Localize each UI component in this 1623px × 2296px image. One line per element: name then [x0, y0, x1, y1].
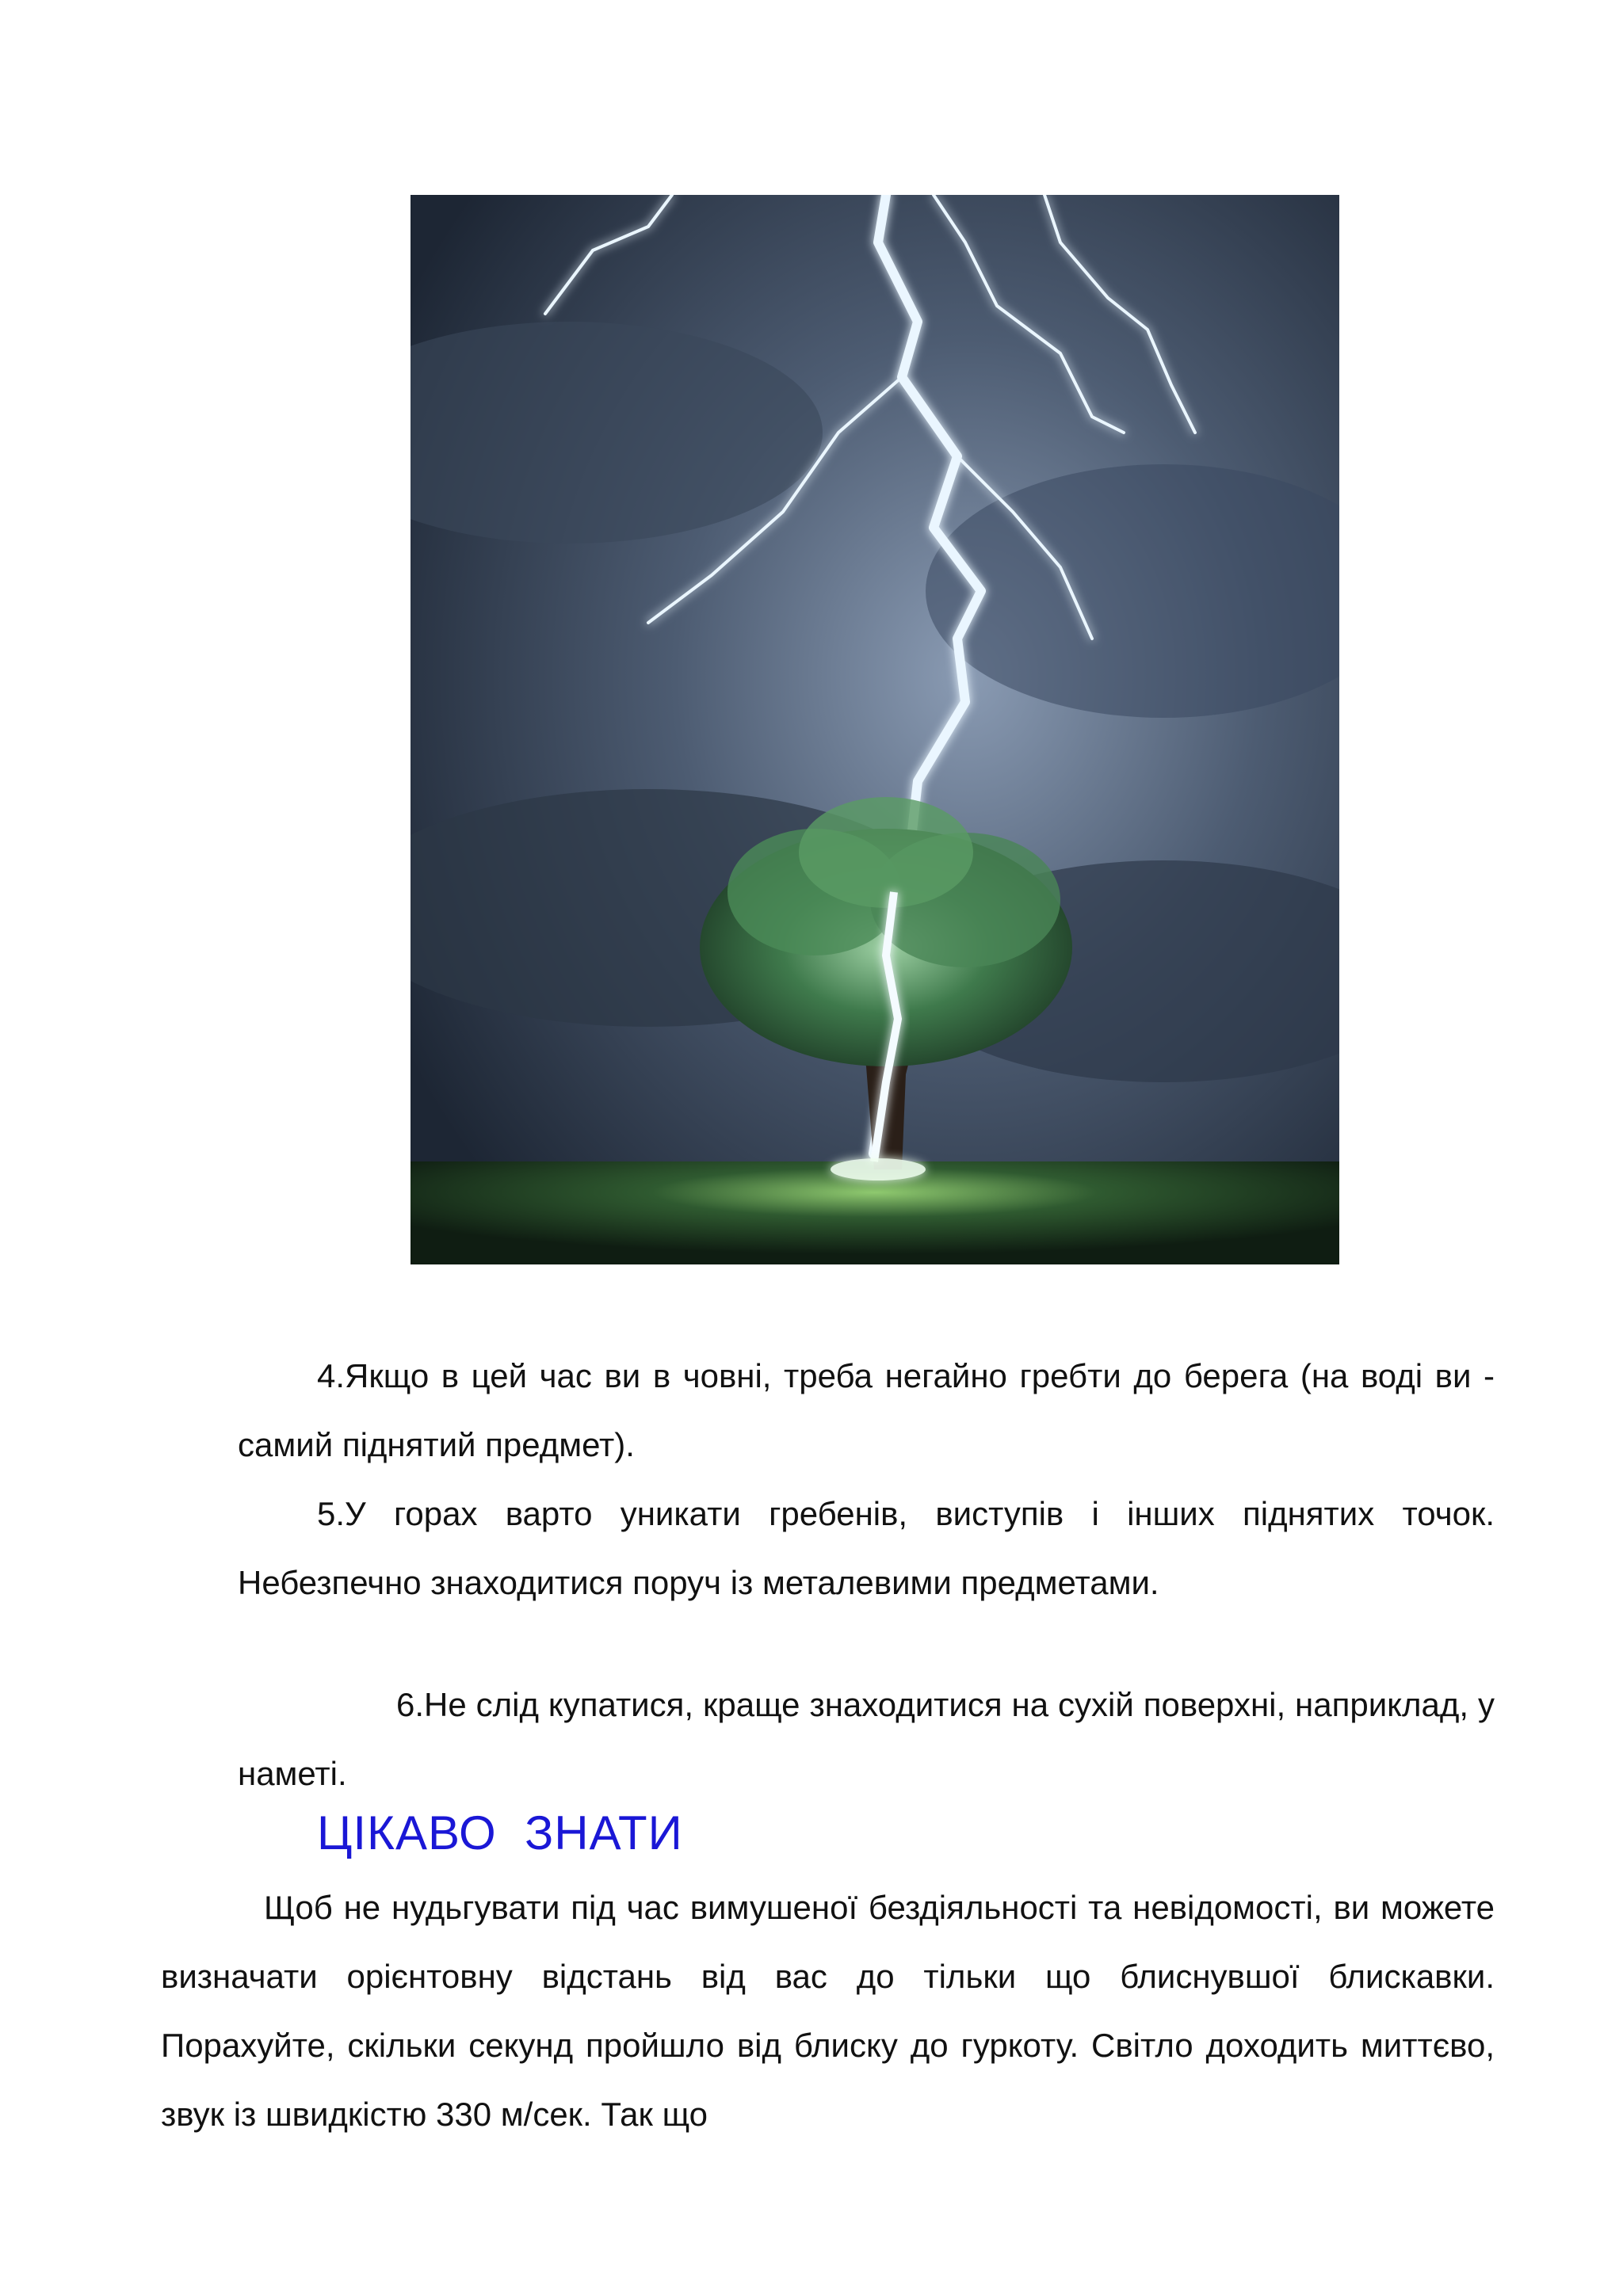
- paragraph-4: 4.Якщо в цей час ви в човні, треба негайно гребти до берега (на воді ви - самий піднятий предмет).: [238, 1357, 1495, 1463]
- lightning-tree-image: [411, 195, 1339, 1264]
- lightning-tree-photo: [411, 195, 1339, 1264]
- paragraph-6: 6.Не слід купатися, краще знаходитися на сухій поверхні, наприклад, у наметі.: [238, 1686, 1495, 1792]
- intro-paragraph: Щоб не нудьгувати під час вимушеної бездіяльності та невідомості, ви можете визначати орієнтовну відстань від вас до тільки що блиснувшої блискавки. Порахуйте, скільки секунд пройшло від блиску до гуркоту. Світло доходить миттєво, звук із швидкістю 330 м/сек. Так що: [161, 1889, 1495, 2133]
- section-heading: ЦІКАВО ЗНАТИ: [317, 1806, 683, 1859]
- paragraph-5: 5.У горах варто уникати гребенів, виступів і інших піднятих точок. Небезпечно знаходитися поруч із металевими предметами.: [238, 1495, 1495, 1601]
